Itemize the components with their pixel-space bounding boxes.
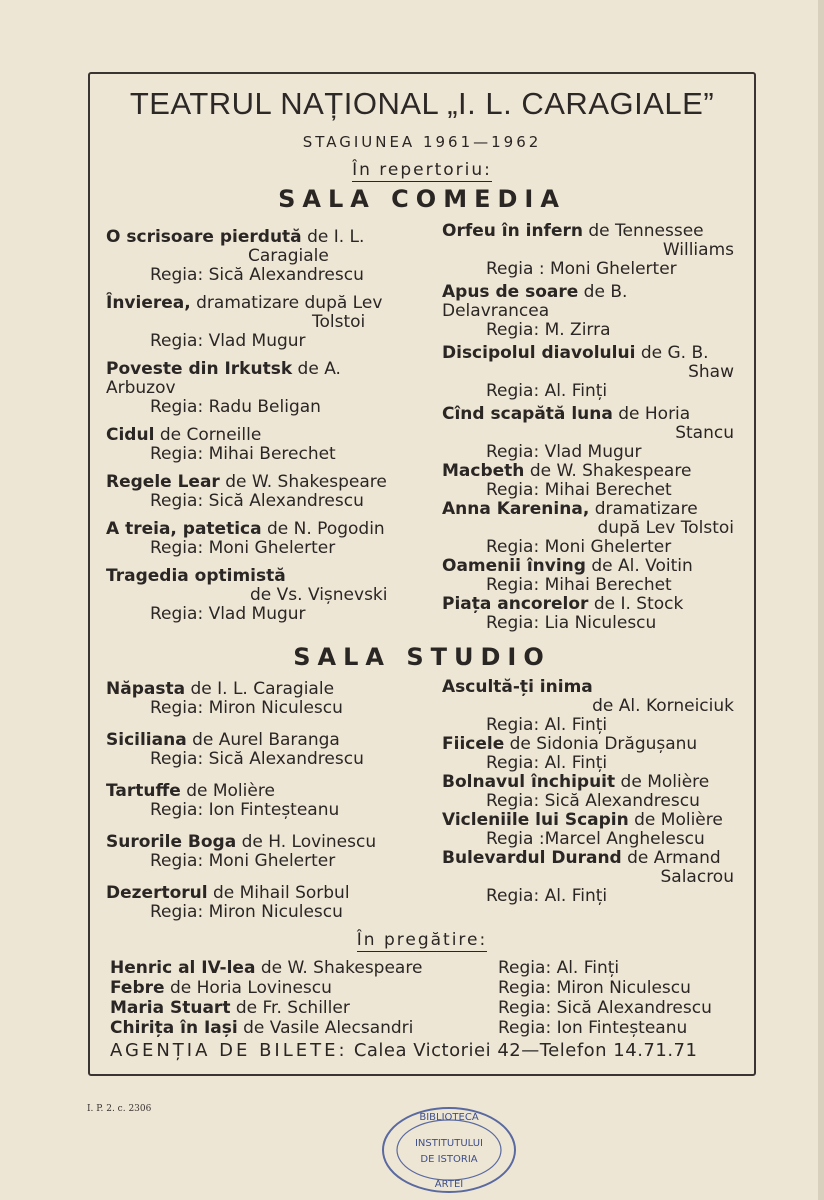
play-title: Apus de soare	[442, 282, 579, 302]
play-entry	[106, 360, 406, 417]
theatre-title: TEATRUL NAȚIONAL „I. L. CARAGIALE”	[129, 86, 715, 121]
play-director: Regia: Sică Alexandrescu	[486, 791, 700, 811]
studio-right-column	[442, 678, 738, 906]
play-director: Regia: Mihai Berechet	[150, 444, 336, 464]
play-author: de Fr. Schiller	[235, 998, 350, 1018]
play-director: Regia: Vlad Mugur	[150, 604, 306, 624]
play-director: Regia: Sică Alexandrescu	[150, 749, 364, 769]
play-entry	[106, 294, 406, 351]
repertoire-heading-text: În repertoriu:	[352, 160, 492, 180]
library-stamp	[378, 1100, 520, 1196]
play-author-cont: Shaw	[688, 362, 734, 382]
play-author-cont: de Al. Korneiciuk	[592, 696, 734, 716]
play-author: de Corneille	[159, 425, 262, 445]
agency-label: AGENȚIA DE BILETE:	[110, 1040, 348, 1061]
play-director: Regia: Miron Niculescu	[150, 698, 343, 718]
play-entry	[106, 680, 406, 718]
play-entry	[442, 344, 738, 401]
play-director: Regia: Mihai Berechet	[486, 480, 672, 500]
play-author: de B. Delavrancea	[442, 282, 628, 321]
play-title: Bulevardul Durand	[442, 848, 622, 868]
play-director: Regia: Lia Niculescu	[486, 613, 657, 633]
play-title: Bolnavul închipuit	[442, 772, 616, 792]
play-title: Anna Karenina,	[442, 499, 590, 519]
play-director: Regia: Ion Finteșteanu	[498, 1018, 688, 1038]
comedia-right-column	[442, 222, 738, 633]
play-author: de Vasile Alecsandri	[243, 1018, 414, 1038]
play-director: Regia: Moni Ghelerter	[150, 851, 336, 871]
play-entry	[106, 833, 406, 871]
play-director: Regia: Sică Alexandrescu	[498, 998, 712, 1018]
play-title: Siciliana	[106, 730, 187, 750]
play-entry	[106, 473, 406, 511]
play-author: de I. Stock	[593, 594, 684, 614]
play-author: de N. Pogodin	[267, 519, 385, 539]
play-author: de I. L.	[307, 227, 365, 247]
play-author: de Horia Lovinescu	[169, 978, 332, 998]
play-author-cont: după Lev Tolstoi	[597, 518, 734, 538]
play-author: de Horia	[618, 404, 691, 424]
play-author: de Mihail Sorbul	[212, 883, 350, 903]
play-director: Regia: Miron Niculescu	[150, 902, 343, 922]
play-director: Regia: Sică Alexandrescu	[150, 265, 364, 285]
play-director: Regia :Marcel Anghelescu	[486, 829, 705, 849]
play-director: Regia: Ion Finteșteanu	[150, 800, 340, 820]
play-entry	[106, 228, 406, 285]
play-entry	[442, 811, 738, 849]
play-title: Chirița în Iași	[110, 1018, 238, 1038]
play-entry	[106, 520, 406, 558]
play-title: Cînd scapătă luna	[442, 404, 613, 424]
play-author: de Armand	[627, 848, 721, 868]
play-author: de W. Shakespeare	[529, 461, 692, 481]
play-director: Regia: Mihai Berechet	[486, 575, 672, 595]
play-title: Năpasta	[106, 679, 186, 699]
play-author: de Sidonia Drăgușanu	[509, 734, 698, 754]
repertoire-heading	[88, 160, 756, 180]
play-title: A treia, patetica	[106, 519, 262, 539]
play-title: Maria Stuart	[110, 998, 231, 1018]
play-author: de A. Arbuzov	[106, 359, 341, 398]
play-director: Regia: Al. Finți	[486, 381, 608, 401]
play-title: Fiicele	[442, 734, 505, 754]
play-title: Oamenii înving	[442, 556, 586, 576]
play-director: Regia: Al. Finți	[486, 753, 608, 773]
ticket-agency	[110, 1040, 697, 1061]
play-title: Surorile Boga	[106, 832, 237, 852]
play-author: de W. Shakespeare	[225, 472, 387, 492]
play-author: dramatizare după Lev	[196, 293, 383, 313]
play-author-cont: Tolstoi	[312, 312, 366, 332]
sala-comedia-heading: SALA COMEDIA	[278, 185, 566, 213]
studio-left-column	[106, 680, 406, 922]
agency-address: Calea Victoriei 42—Telefon 14.71.71	[353, 1040, 698, 1061]
play-director: Regia: Sică Alexandrescu	[150, 491, 364, 511]
play-director: Regia: Al. Finți	[486, 715, 608, 735]
play-entry	[442, 283, 738, 340]
sala-studio-heading: SALA STUDIO	[293, 643, 551, 671]
play-author: de Aurel Baranga	[192, 730, 340, 750]
play-entry	[442, 595, 738, 633]
stamp-line-3: DE ISTORIA	[420, 1154, 478, 1165]
play-title: Poveste din Irkutsk	[106, 359, 293, 379]
comedia-left-column	[106, 228, 406, 633]
play-entry	[442, 500, 738, 557]
stamp-line-2: INSTITUTULUI	[414, 1138, 484, 1149]
play-author: de I. L. Caragiale	[190, 679, 335, 699]
play-author: dramatizare	[594, 499, 698, 519]
play-title: Orfeu în infern	[442, 221, 583, 241]
play-director: Regia : Moni Ghelerter	[486, 259, 677, 279]
prep-item	[110, 978, 750, 998]
play-entry	[106, 884, 406, 922]
play-title: Piața ancorelor	[442, 594, 589, 614]
play-title: Vicleniile lui Scapin	[442, 810, 629, 830]
prep-item	[110, 1018, 750, 1038]
play-entry	[442, 222, 738, 279]
play-director: Regia: Al. Finți	[498, 958, 620, 978]
play-entry	[106, 731, 406, 769]
play-director: Regia: Miron Niculescu	[498, 978, 691, 998]
preparation-heading	[88, 930, 756, 950]
play-director: Regia: Moni Ghelerter	[486, 537, 672, 557]
play-director: Regia: Vlad Mugur	[486, 442, 642, 462]
play-entry	[442, 462, 738, 500]
play-author-cont: de Vs. Vișnevski	[250, 585, 388, 605]
play-author: de H. Lovinescu	[241, 832, 377, 852]
play-author: de Molière	[620, 772, 710, 792]
play-entry	[106, 782, 406, 820]
season-label: STAGIUNEA 1961—1962	[302, 133, 542, 151]
play-director: Regia: Al. Finți	[486, 886, 608, 906]
play-author: de Al. Voitin	[591, 556, 693, 576]
play-title: Dezertorul	[106, 883, 208, 903]
preparation-list	[110, 958, 750, 1038]
play-author: de Molière	[186, 781, 275, 801]
page-edge	[818, 0, 824, 1200]
play-entry	[442, 735, 738, 773]
play-author-cont: Salacrou	[660, 867, 734, 887]
play-author-cont: Stancu	[675, 423, 734, 443]
play-director: Regia: Radu Beligan	[150, 397, 321, 417]
play-director: Regia: Vlad Mugur	[150, 331, 306, 351]
stamp-line-4: ARTEI	[434, 1179, 464, 1190]
play-director: Regia: Moni Ghelerter	[150, 538, 336, 558]
play-author-cont: Williams	[662, 240, 734, 260]
play-title: Regele Lear	[106, 472, 220, 492]
play-title: Henric al IV-lea	[110, 958, 256, 978]
play-author-cont: Caragiale	[248, 246, 329, 266]
stamp-line-1: BIBLIOTECA	[419, 1112, 479, 1123]
preparation-heading-text: În pregătire:	[356, 930, 488, 950]
play-entry	[442, 557, 738, 595]
play-entry	[106, 426, 406, 464]
play-author: de Molière	[634, 810, 723, 830]
play-title: O scrisoare pierdută	[106, 227, 302, 247]
play-entry	[442, 773, 738, 811]
play-title: Cidul	[106, 425, 155, 445]
play-title: Tartuffe	[106, 781, 181, 801]
prep-item	[110, 998, 750, 1018]
play-author: de W. Shakespeare	[260, 958, 423, 978]
play-entry	[442, 678, 738, 735]
print-code: I. P. 2. c. 2306	[87, 1104, 152, 1114]
play-author: de G. B.	[640, 343, 709, 363]
play-director: Regia: M. Zirra	[486, 320, 611, 340]
play-title: Învierea,	[106, 293, 191, 313]
prep-item	[110, 958, 750, 978]
play-title: Febre	[110, 978, 165, 998]
play-author: de Tennessee	[588, 221, 704, 241]
play-title: Discipolul diavolului	[442, 343, 636, 363]
play-entry	[106, 567, 406, 624]
play-entry	[442, 405, 738, 462]
play-title: Ascultă-ți inima	[442, 677, 593, 697]
play-entry	[442, 849, 738, 906]
play-title: Tragedia optimistă	[106, 566, 286, 586]
play-title: Macbeth	[442, 461, 525, 481]
